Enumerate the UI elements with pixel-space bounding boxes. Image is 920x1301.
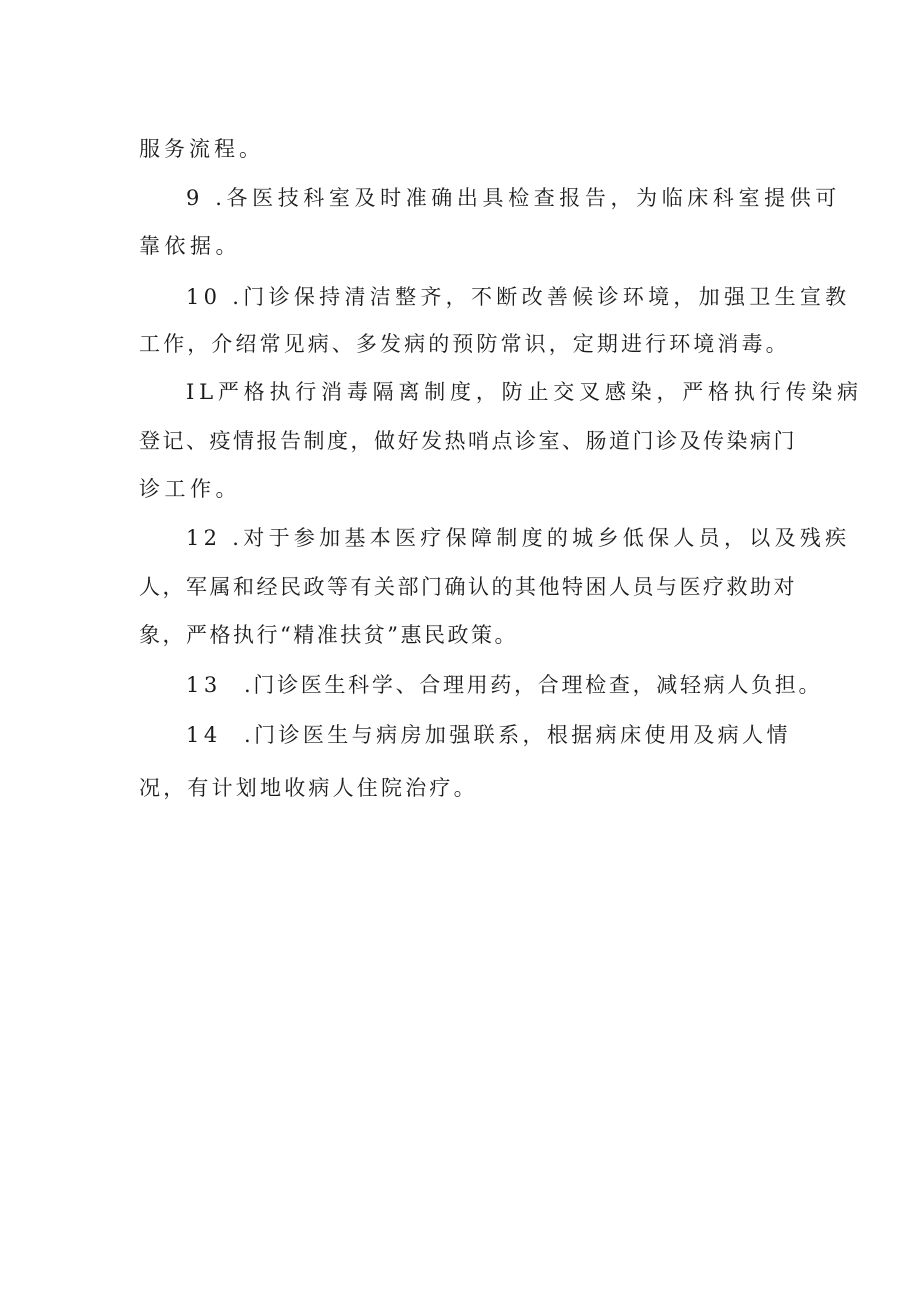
item-number-14: 14 (186, 723, 222, 747)
text-line: 人，军属和经民政等有关部门确认的其他特困人员与医疗救助对 (139, 575, 797, 599)
text-line: 服务流程。 (139, 137, 264, 161)
text-line: 诊工作。 (139, 477, 241, 501)
text-line: 况，有计划地收病人住院治疗。 (139, 776, 478, 800)
text-line: IL严格执行消毒隔离制度，防止交叉感染，严格执行传染病 (186, 380, 863, 404)
text-line: 象，严格执行“精准扶贫”惠民政策。 (139, 623, 518, 647)
text-line: 9 .各医技科室及时准确出具检查报告，为临床科室提供可 (186, 186, 841, 210)
text-line: 12 .对于参加基本医疗保障制度的城乡低保人员，以及残疾 (186, 526, 851, 550)
text-line: .门诊医生与病房加强联系，根据病床使用及病人情 (244, 723, 791, 747)
text-line: 10 .门诊保持清洁整齐，不断改善候诊环境，加强卫生宣教 (186, 285, 851, 309)
text-line: 登记、疫情报告制度，做好发热哨点诊室、肠道门诊及传染病门 (139, 429, 797, 453)
text-line: 靠依据。 (139, 234, 241, 258)
item-number-13: 13 (186, 673, 222, 697)
text-line: 工作，介绍常见病、多发病的预防常识，定期进行环境消毒。 (139, 332, 790, 356)
text-line: .门诊医生科学、合理用药，合理检查，减轻病人负担。 (244, 673, 823, 697)
